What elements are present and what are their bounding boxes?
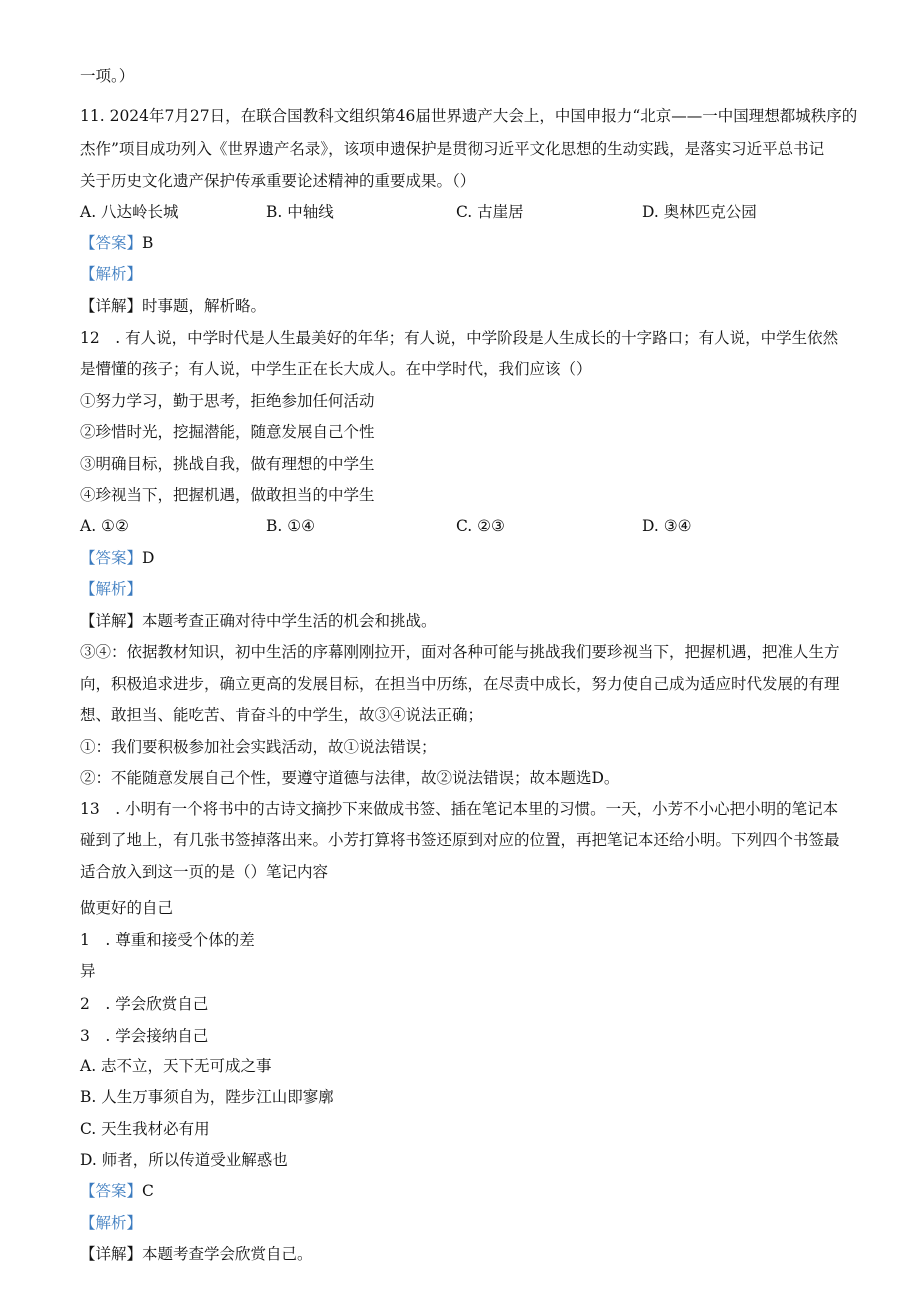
q12-option-a: A. ①② bbox=[80, 517, 129, 535]
q11-option-c: C. 古崖居 bbox=[456, 203, 524, 221]
q11-option-b: B. 中轴线 bbox=[266, 203, 334, 221]
q13-stem-line-3: 适合放入到这一页的是（）笔记内容 bbox=[80, 863, 329, 881]
answer-tag: 【答案】 bbox=[80, 234, 143, 252]
continued-line: 一项。） bbox=[80, 67, 135, 85]
q12-explanation-3: 想、敢担当、能吃苦、肯奋斗的中学生，故③④说法正确； bbox=[80, 706, 484, 724]
answer-value: C bbox=[142, 1182, 154, 1200]
q13-note-item-1: 1 . 尊重和接受个体的差 bbox=[80, 931, 255, 949]
q13-option-b: B. 人生万事须自为，陛步江山即寥廓 bbox=[80, 1088, 334, 1106]
q13-note-item-2: 2 . 学会欣赏自己 bbox=[80, 995, 209, 1013]
q12-stem-line-1: 12 . 有人说，中学时代是人生最美好的年华；有人说，中学阶段是人生成长的十字路口；有人说，中学生依然 bbox=[80, 329, 839, 347]
q13-analysis-tag: 【解析】 bbox=[80, 1214, 143, 1232]
q13-note-title: 做更好的自己 bbox=[80, 899, 174, 917]
q12-statement-1: ①努力学习，勤于思考，拒绝参加任何活动 bbox=[80, 392, 375, 410]
answer-value: B bbox=[142, 234, 154, 252]
q11-option-a: A. 八达岭长城 bbox=[80, 203, 179, 221]
q11-answer bbox=[80, 233, 153, 253]
q12-analysis-tag: 【解析】 bbox=[80, 580, 143, 598]
q13-detail: 【详解】本题考查学会欣赏自己。 bbox=[80, 1245, 313, 1263]
q12-explanation-2: 向，积极追求进步，确立更高的发展目标，在担当中历练，在尽责中成长，努力使自己成为适应时代发展的有理 bbox=[80, 675, 840, 693]
q11-detail: 【详解】时事题，解析略。 bbox=[80, 297, 267, 315]
answer-tag: 【答案】 bbox=[80, 549, 143, 567]
q13-answer bbox=[80, 1181, 154, 1201]
q13-stem-line-2: 碰到了地上，有几张书签掉落出来。小芳打算将书签还原到对应的位置，再把笔记本还给小明。下列四个书签最 bbox=[80, 831, 840, 849]
q12-option-d: D. ③④ bbox=[642, 517, 692, 535]
q13-option-c: C. 天生我材必有用 bbox=[80, 1120, 210, 1138]
q12-explanation-5: ②：不能随意发展自己个性，要遵守道德与法律，故②说法错误；故本题选D。 bbox=[80, 769, 620, 787]
q12-answer bbox=[80, 548, 154, 568]
q12-statement-4: ④珍视当下，把握机遇，做敢担当的中学生 bbox=[80, 486, 375, 504]
q11-analysis-tag: 【解析】 bbox=[80, 265, 143, 283]
q13-note-item-3: 3 . 学会接纳自己 bbox=[80, 1027, 209, 1045]
q12-explanation-1: ③④：依据教材知识，初中生活的序幕刚刚拉开，面对各种可能与挑战我们要珍视当下，把握机遇，把准人生方 bbox=[80, 643, 840, 661]
q12-stem-line-2: 是懵懂的孩子；有人说，中学生正在长大成人。在中学时代，我们应该（） bbox=[80, 360, 592, 378]
q12-statement-3: ③明确目标，挑战自我，做有理想的中学生 bbox=[80, 455, 375, 473]
answer-value: D bbox=[142, 549, 155, 567]
q12-explanation-4: ①：我们要积极参加社会实践活动，故①说法错误； bbox=[80, 738, 437, 756]
q12-statement-2: ②珍惜时光，挖掘潜能，随意发展自己个性 bbox=[80, 423, 375, 441]
q12-option-b: B. ①④ bbox=[266, 517, 316, 535]
q11-stem-line-2: 杰作”项目成功列入《世界遗产名录》，该项申遗保护是贯彻习近平文化思想的生动实践，是落实习近平总书记 bbox=[80, 140, 825, 158]
q11-stem-line-1: 11. 2024年7月27日，在联合国教科文组织第46届世界遗产大会上，中国申报力“北京——一中国理想都城秩序的 bbox=[80, 107, 858, 125]
q13-stem-line-1: 13 . 小明有一个将书中的古诗文摘抄下来做成书签、插在笔记本里的习惯。一天，小芳不小心把小明的笔记本 bbox=[80, 800, 839, 818]
q13-note-item-1-cont: 异 bbox=[80, 962, 96, 980]
q11-stem-line-3: 关于历史文化遗产保护传承重要论述精神的重要成果。（） bbox=[80, 172, 476, 190]
answer-tag: 【答案】 bbox=[80, 1182, 143, 1200]
q13-option-a: A. 志不立，天下无可成之事 bbox=[80, 1057, 272, 1075]
q11-option-d: D. 奥林匹克公园 bbox=[642, 203, 757, 221]
q13-option-d: D. 师者，所以传道受业解惑也 bbox=[80, 1151, 288, 1169]
q12-detail: 【详解】本题考查正确对待中学生活的机会和挑战。 bbox=[80, 612, 437, 630]
q12-option-c: C. ②③ bbox=[456, 517, 505, 535]
